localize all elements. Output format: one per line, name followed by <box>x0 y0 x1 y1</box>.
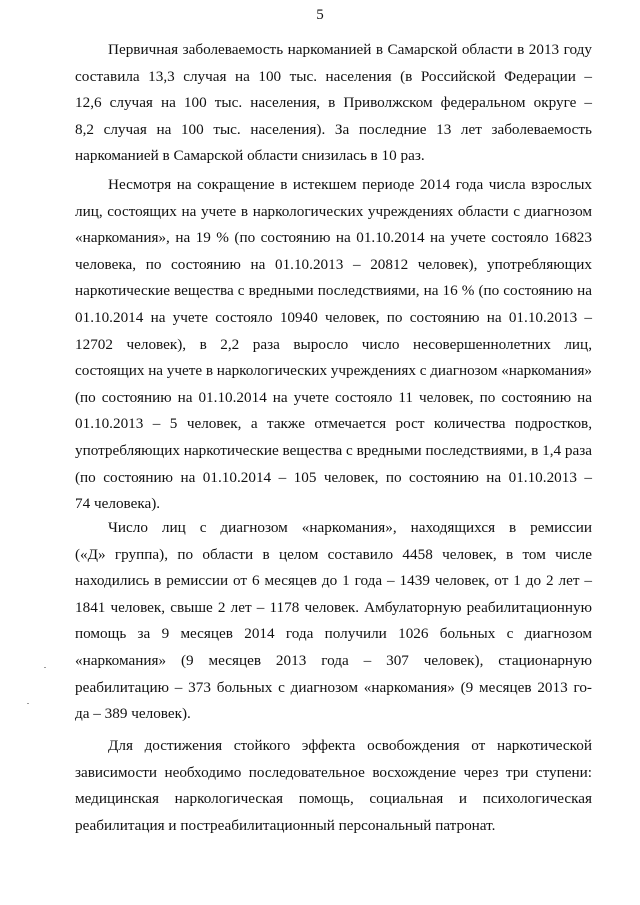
paragraph-line: 12,6 случая на 100 тыс. населения, в Приволжском федеральном округе – <box>75 94 592 112</box>
paragraph-line: (по состоянию на 01.10.2014 на учете состояло 11 человек, по состоянию на <box>75 388 592 406</box>
paragraph-line: да – 389 человек). <box>75 705 191 723</box>
paragraph-line: (по состоянию на 01.10.2014 – 105 человек, по состоянию на 01.10.2013 – <box>75 468 592 486</box>
paragraph-1 <box>75 37 592 170</box>
paragraph-line: Первичная заболеваемость наркоманией в Самарской области в 2013 году <box>108 41 592 58</box>
paragraph-line: 01.10.2013 – 5 человек, а также отмечается рост количества подростков, <box>75 415 592 433</box>
paragraph-line: 8,2 случая на 100 тыс. населения). За последние 13 лет заболеваемость <box>75 120 592 138</box>
paragraph-line: составила 13,3 случая на 100 тыс. населения (в Российской Федерации – <box>75 67 592 85</box>
paragraph-line: наркотические вещества с вредными последствиями, на 16 % (по состоянию на <box>75 282 592 300</box>
paragraph-line: человека, по состоянию на 01.10.2013 – 20812 человек), употребляющих <box>75 255 592 273</box>
paragraph-3 <box>75 515 592 728</box>
paragraph-line: медицинская наркологическая помощь, социальная и психологическая <box>75 790 592 808</box>
paragraph-line: реабилитацию – 373 больных с диагнозом «наркомания» (9 месяцев 2013 го- <box>75 678 592 696</box>
paragraph-line: состоящих на учете в наркологических учреждениях с диагнозом «наркомания» <box>75 362 592 380</box>
paragraph-line: Число лиц с диагнозом «наркомания», находящихся в ремиссии <box>108 519 592 536</box>
paragraph-line: «наркомания», на 19 % (по состоянию на 01.10.2014 на учете состояло 16823 <box>75 229 592 247</box>
paragraph-line: зависимости необходимо последовательное восхождение через три ступени: <box>75 763 592 781</box>
paragraph-line: лиц, состоящих на учете в наркологических учреждениях области с диагнозом <box>75 202 592 220</box>
paragraph-line: наркоманией в Самарской области снизилась в 10 раз. <box>75 147 425 165</box>
paragraph-line: «наркомания» (9 месяцев 2013 года – 307 человек), стационарную <box>75 651 592 669</box>
paragraph-2 <box>75 172 592 518</box>
paragraph-line: помощь за 9 месяцев 2014 года получили 1026 больных с диагнозом <box>75 625 592 643</box>
paragraph-line: находились в ремиссии от 6 месяцев до 1 года – 1439 человек, от 1 до 2 лет – <box>75 572 592 590</box>
scan-speck <box>27 703 29 704</box>
paragraph-line: 01.10.2014 на учете состояло 10940 человек, по состоянию на 01.10.2013 – <box>75 308 592 326</box>
paragraph-4 <box>75 733 592 839</box>
paragraph-line: Для достижения стойкого эффекта освобождения от наркотической <box>108 737 592 754</box>
paragraph-line: 1841 человек, свыше 2 лет – 1178 человек. Амбулаторную реабилитационную <box>75 598 592 616</box>
paragraph-line: 12702 человек), в 2,2 раза выросло число несовершеннолетних лиц, <box>75 335 592 353</box>
paragraph-line: 74 человека). <box>75 495 161 513</box>
paragraph-line: («Д» группа), по области в целом составило 4458 человек, в том числе <box>75 545 592 563</box>
scan-speck <box>44 667 46 668</box>
page-number: 5 <box>316 7 324 23</box>
paragraph-line: Несмотря на сокращение в истекшем периоде 2014 года числа взрослых <box>108 176 592 193</box>
paragraph-line: употребляющих наркотические вещества с вредными последствиями, в 1,4 раза <box>75 441 592 459</box>
paragraph-line: реабилитация и постреабилитационный персональный патронат. <box>75 816 496 834</box>
